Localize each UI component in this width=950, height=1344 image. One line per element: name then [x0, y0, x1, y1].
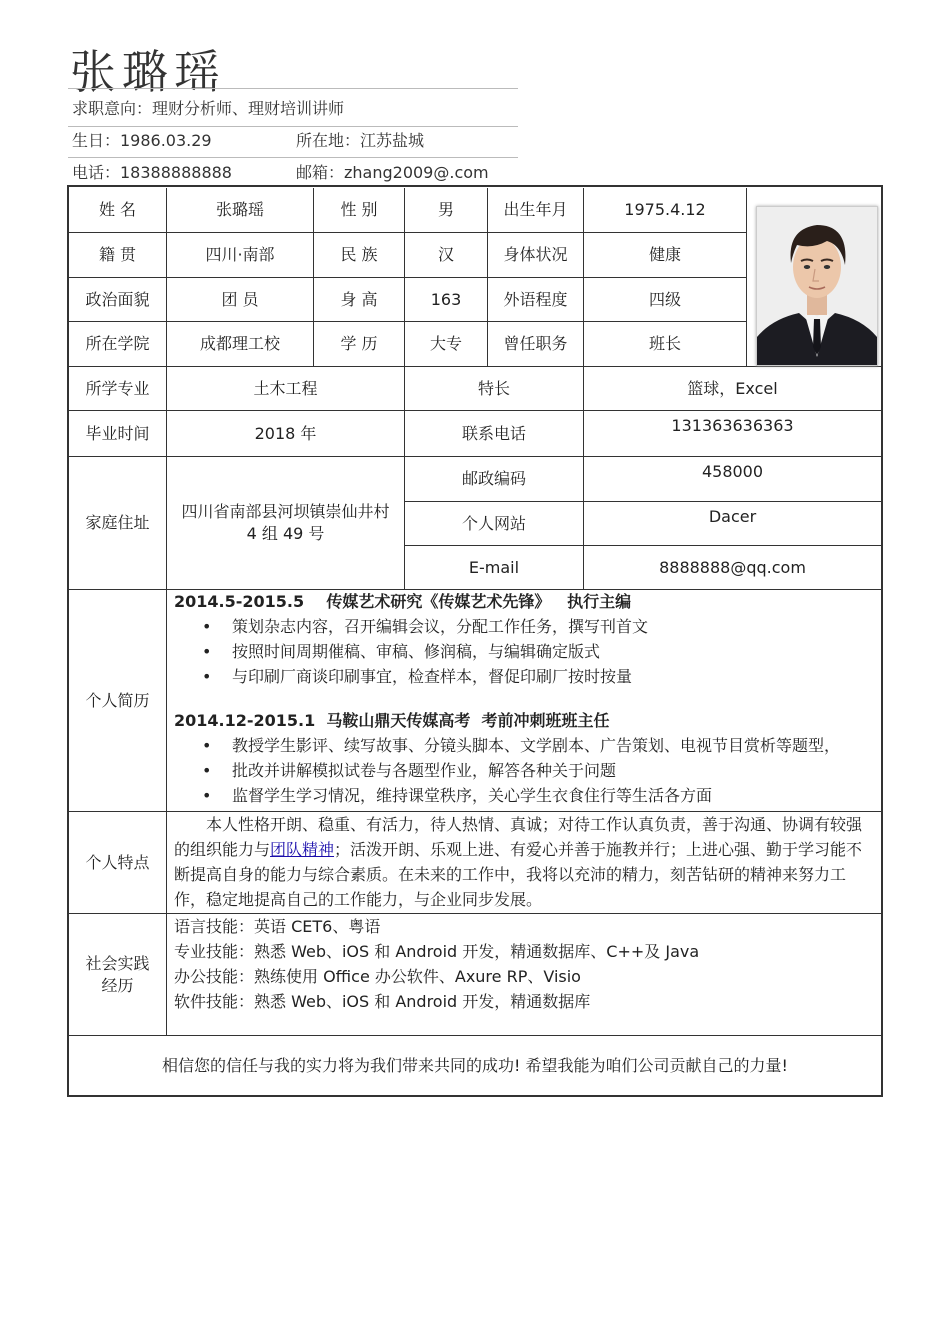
- value-postal: 458000: [584, 457, 881, 502]
- phone: 电话：18388888888: [72, 163, 232, 182]
- value-language: 四级: [584, 278, 747, 322]
- label-name: 姓 名: [69, 188, 167, 233]
- location: 所在地：江苏盐城: [296, 131, 425, 150]
- skill-line: 办公技能：熟练使用 Office 办公软件、Axure RP、Visio: [174, 967, 581, 986]
- skill-line: 软件技能：熟悉 Web、iOS 和 Android 开发，精通数据库: [174, 992, 591, 1011]
- value-major: 土木工程: [167, 367, 405, 411]
- traits-text: [174, 812, 876, 912]
- skill-line: 语言技能：英语 CET6、粤语: [174, 917, 381, 936]
- value-ethnic: 汉: [405, 233, 488, 278]
- label-height: 身 高: [314, 278, 405, 322]
- value-height: 163: [405, 278, 488, 322]
- label-resume: 个人简历: [69, 590, 167, 812]
- label-postal: 邮政编码: [405, 457, 584, 502]
- address-line: 四川省南部县河坝镇崇仙井村: [181, 502, 390, 521]
- team-spirit-link[interactable]: 团队精神: [270, 840, 335, 859]
- skill-line: 专业技能：熟悉 Web、iOS 和 Android 开发，精通数据库、C++及 Java: [174, 942, 700, 961]
- birthday: 生日：1986.03.29: [72, 131, 212, 150]
- value-native: 四川·南部: [167, 233, 314, 278]
- portrait-image: [757, 207, 877, 365]
- job-item: [174, 664, 874, 689]
- job-title: 2014.5-2015.5 传媒艺术研究《传媒艺术先锋》 执行主编: [174, 592, 632, 611]
- job-intent: 求职意向：理财分析师、理财培训讲师: [72, 99, 345, 118]
- value-address: [167, 457, 405, 590]
- label-health: 身体状况: [488, 233, 584, 278]
- value-name: 张璐瑶: [167, 188, 314, 233]
- value-website: Dacer: [584, 502, 881, 546]
- value-gender: 男: [405, 188, 488, 233]
- value-political: 团 员: [167, 278, 314, 322]
- resume-content: [174, 590, 874, 808]
- label-position: 曾任职务: [488, 322, 584, 367]
- label-website: 个人网站: [405, 502, 584, 546]
- job-item-text: 与印刷厂商谈印刷事宜，检查样本，督促印刷厂按时按量: [232, 667, 633, 686]
- candidate-name: 张璐瑶: [70, 45, 226, 99]
- job-item: [174, 783, 874, 808]
- label-major: 所学专业: [69, 367, 167, 411]
- profile-photo: [756, 206, 878, 366]
- job-item: [174, 733, 874, 758]
- job-item-text: 策划杂志内容，召开编辑会议，分配工作任务，撰写刊首文: [232, 617, 649, 636]
- label-language: 外语程度: [488, 278, 584, 322]
- practice-label-line: 社会实践: [85, 953, 150, 973]
- job-item: [174, 639, 874, 664]
- label-education: 学 历: [314, 322, 405, 367]
- value-tel: 131363636363: [584, 411, 881, 457]
- job-title: 2014.12-2015.1 马鞍山鼎天传媒高考 考前冲刺班班主任: [174, 711, 610, 730]
- job-item-text: 教授学生影评、续写故事、分镜头脚本、文学剧本、广告策划、电视节目赏析等题型，: [232, 736, 841, 755]
- value-college: 成都理工校: [167, 322, 314, 367]
- divider: [68, 157, 518, 158]
- job-item-text: 监督学生学习情况，维持课堂秩序，关心学生衣食住行等生活各方面: [232, 786, 713, 805]
- closing-statement: 相信您的信任与我的实力将为我们带来共同的成功! 希望我能为咱们公司贡献自己的力量!: [162, 1055, 788, 1075]
- label-practice: [69, 914, 167, 1036]
- traits-text-part: ；活泼开朗、乐观上进、有爱心并善于施教并行；上进心强、勤于学习能不断提高自身的能力与综合素质。在未来的工作中，我将以充沛的精力，刻苦钻研的精神来努力工作，稳定地提高自己的工作能力，与企业同步发展。: [174, 840, 863, 909]
- email: 邮箱：zhang2009@.com: [296, 163, 489, 182]
- label-traits: 个人特点: [69, 812, 167, 914]
- value-grad: 2018 年: [167, 411, 405, 457]
- value-birth: 1975.4.12: [584, 188, 747, 233]
- label-ethnic: 民 族: [314, 233, 405, 278]
- label-gender: 性 别: [314, 188, 405, 233]
- label-email: E-mail: [405, 546, 584, 590]
- job-item-text: 按照时间周期催稿、审稿、修润稿，与编辑确定版式: [232, 642, 601, 661]
- divider: [68, 88, 518, 89]
- value-health: 健康: [584, 233, 747, 278]
- label-grad: 毕业时间: [69, 411, 167, 457]
- value-specialty: 篮球，Excel: [584, 367, 881, 411]
- value-position: 班长: [584, 322, 747, 367]
- value-education: 大专: [405, 322, 488, 367]
- traits-text-part: 本人性格开朗、稳重、有活力，待人热情、真诚；对待工作认真负责，善于沟通、协调有较强的组织能力与: [174, 815, 863, 859]
- practice-label-line: 经历: [101, 975, 134, 995]
- value-email: 8888888@qq.com: [584, 546, 881, 590]
- address-line: 4 组 49 号: [246, 524, 325, 543]
- divider: [68, 126, 518, 127]
- job-item-text: 批改并讲解模拟试卷与各题型作业，解答各种关于问题: [232, 761, 617, 780]
- job-item: [174, 614, 874, 639]
- label-specialty: 特长: [405, 367, 584, 411]
- label-native: 籍 贯: [69, 233, 167, 278]
- job-item: [174, 758, 874, 783]
- label-tel: 联系电话: [405, 411, 584, 457]
- label-birth: 出生年月: [488, 188, 584, 233]
- label-political: 政治面貌: [69, 278, 167, 322]
- label-address: 家庭住址: [69, 457, 167, 590]
- practice-content: [174, 914, 874, 1014]
- label-college: 所在学院: [69, 322, 167, 367]
